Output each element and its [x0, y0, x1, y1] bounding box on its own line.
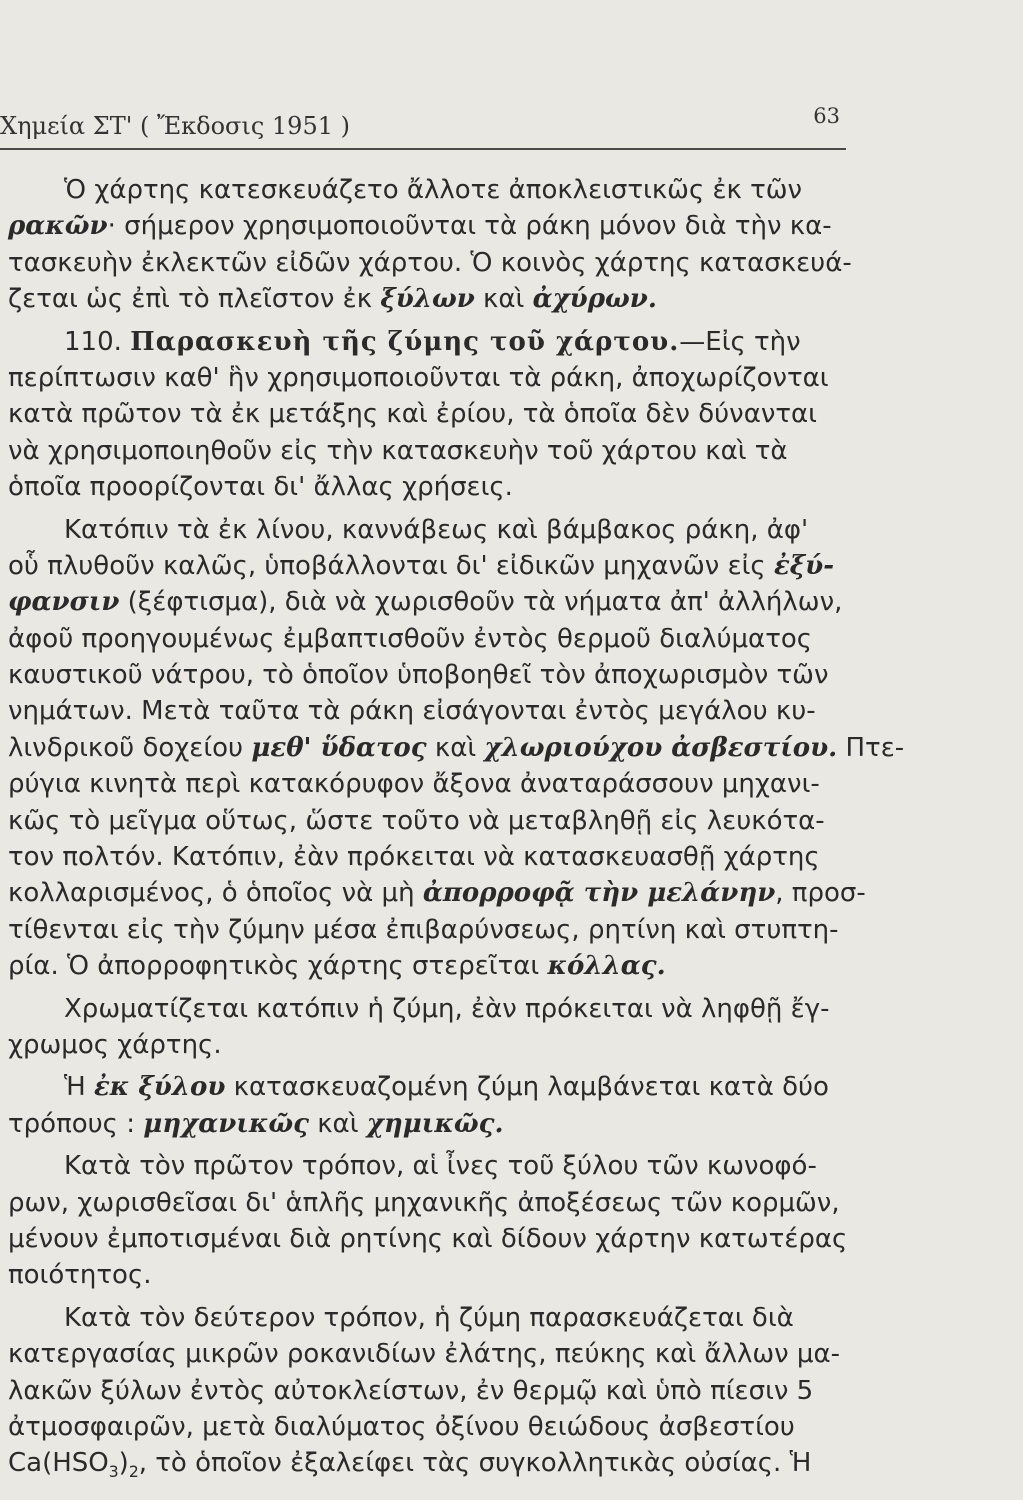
paragraph-rags	[8, 512, 905, 985]
text-line: νημάτων. Μετὰ ταῦτα τὰ ράκη εἰσάγονται ἐντὸς μεγάλου κυ-	[8, 696, 816, 727]
text-line	[8, 584, 876, 620]
text-line: ὁποῖα προορίζονται δι' ἄλλας χρήσεις.	[8, 472, 513, 503]
text-run: καὶ	[317, 1108, 359, 1139]
emphasis: ἀχύρων.	[532, 284, 657, 315]
emphasis: φανσιν	[8, 587, 120, 618]
text-line: τίθενται εἰς τὴν ζύμην μέσα ἐπιβαρύνσεως, ρητίνη καὶ στυπτη-	[8, 914, 839, 945]
text-line: ἀφοῦ προηγουμένως ἐμβαπτισθοῦν ἐντὸς θερμοῦ διαλύματος	[8, 623, 813, 654]
section-title: Παρασκευὴ τῆς ζύμης τοῦ χάρτου.	[130, 326, 680, 357]
text-line	[8, 1106, 876, 1142]
text-line	[8, 875, 876, 911]
text-line: νὰ χρησιμοποιηθοῦν εἰς τὴν κατασκευὴν τοῦ χάρτου καὶ τὰ	[8, 435, 788, 466]
emphasis: ἀπορροφᾷ τὴν μελάνην	[422, 878, 776, 909]
paragraph-mechanical	[8, 1148, 876, 1294]
text-line	[8, 1445, 876, 1481]
emphasis: ξύλων	[380, 284, 475, 315]
emphasis: ἐξύ-	[773, 550, 834, 581]
text-line: καυστικοῦ νάτρου, τὸ ὁποῖον ὑποβοηθεῖ τὸν ἀποχωρισμὸν τῶν	[8, 660, 829, 691]
paragraph-chemical	[8, 1300, 876, 1482]
text-line	[8, 281, 876, 317]
formula-subscript: 3	[108, 1463, 119, 1482]
text-run: καὶ	[483, 284, 525, 315]
text-line: Κατὰ τὸν δεύτερον τρόπον, ἡ ζύμη παρασκευάζεται διὰ	[64, 1302, 794, 1333]
text-run: τρόπους :	[8, 1108, 135, 1139]
text-line: κῶς τὸ μεῖγμα οὕτως, ὥστε τοῦτο νὰ μεταβληθῇ εἰς λευκότα-	[8, 805, 825, 836]
text-line: χρωμος χάρτης.	[8, 1029, 222, 1060]
text-line	[8, 208, 876, 244]
emphasis: χλωριούχου ἀσβεστίου.	[484, 732, 838, 763]
emphasis: ἐκ ξύλου	[94, 1072, 226, 1103]
text-line: τον πολτόν. Κατόπιν, ἐὰν πρόκειται νὰ κατασκευασθῇ χάρτης	[8, 842, 820, 873]
paragraph-wood-pulp	[8, 1069, 876, 1142]
formula-subscript: 2	[128, 1463, 139, 1482]
text-line: ποιότητος.	[8, 1260, 152, 1291]
paragraph-intro	[8, 172, 876, 318]
text-run: λινδρικοῦ δοχείου	[8, 732, 244, 763]
text-line: ρύγια κινητὰ περὶ κατακόρυφον ἄξονα ἀναταράσσουν μηχανι-	[8, 769, 820, 800]
text-line	[8, 730, 905, 766]
emphasis: κόλλας.	[547, 951, 666, 982]
text-line: μένουν ἐμποτισμέναι διὰ ρητίνης καὶ δίδουν χάρτην κατωτέρας	[8, 1223, 848, 1254]
body-text	[8, 172, 905, 1482]
section-number: 110.	[64, 326, 122, 357]
text-line: ρων, χωρισθεῖσαι δι' ἁπλῆς μηχανικῆς ἀποξέσεως τῶν κορμῶν,	[8, 1187, 840, 1218]
text-run: ζεται ὡς ἐπὶ τὸ πλεῖστον ἐκ	[8, 284, 373, 315]
chemical-formula	[8, 1448, 139, 1482]
text-line: κατεργασίας μικρῶν ροκανιδίων ἐλάτης, πεύκης καὶ ἄλλων μα-	[8, 1339, 840, 1370]
text-run: , τὸ ὁποῖον ἐξαλείφει τὰς συγκολλητικὰς οὐσίας. Ἡ	[138, 1448, 812, 1479]
text-line	[8, 948, 876, 984]
text-line: τασκευὴν ἐκλεκτῶν εἰδῶν χάρτου. Ὁ κοινὸς χάρτης κατασκευά-	[8, 247, 852, 278]
text-line: Χρωματίζεται κατόπιν ἡ ζύμη, ἐὰν πρόκειται νὰ ληφθῇ ἔγ-	[64, 993, 830, 1024]
text-run: καὶ	[434, 732, 477, 763]
text-line: Ὁ χάρτης κατεσκευάζετο ἄλλοτε ἀποκλειστικῶς ἐκ τῶν	[64, 175, 803, 205]
page-number: 63	[813, 104, 840, 128]
text-line: Κατὰ τὸν πρῶτον τρόπον, αἱ ἶνες τοῦ ξύλου τῶν κωνοφό-	[64, 1151, 817, 1182]
text-line: Κατόπιν τὰ ἐκ λίνου, καννάβεως καὶ βάμβακος ράκη, ἀφ'	[64, 514, 809, 545]
text-line: λακῶν ξύλων ἐντὸς αὐτοκλείστων, ἐν θερμῷ καὶ ὑπὸ πίεσιν 5	[8, 1375, 814, 1406]
running-header	[0, 104, 846, 150]
text-run: κολλαρισμένος, ὁ ὁποῖος νὰ μὴ	[8, 878, 415, 909]
text-line: περίπτωσιν καθ' ἣν χρησιμοποιοῦνται τὰ ράκη, ἀποχωρίζονται	[8, 362, 829, 393]
text-run: κατασκευαζομένη ζύμη λαμβάνεται κατὰ δύο	[233, 1072, 829, 1103]
formula-part: Ca(HSO	[8, 1448, 109, 1479]
paragraph-coloring	[8, 991, 876, 1064]
text-run: οὗ πλυθοῦν καλῶς, ὑποβάλλονται δι' εἰδικῶν μηχανῶν εἰς	[8, 550, 766, 581]
text-run: · σήμερον χρησιμοποιοῦνται τὰ ράκη μόνον διὰ τὴν κα-	[107, 211, 832, 242]
formula-part: )	[118, 1448, 129, 1479]
text-run: , προσ-	[775, 878, 866, 909]
emphasis: μηχανικῶς	[143, 1108, 309, 1139]
text-line: ἀτμοσφαιρῶν, μετὰ διαλύματος ὀξίνου θειώδους ἀσβεστίου	[8, 1411, 795, 1442]
section-heading-line	[8, 324, 876, 360]
text-line	[8, 1069, 876, 1105]
text-run: ρία. Ὁ ἀπορροφητικὸς χάρτης στερεῖται	[8, 951, 540, 982]
emphasis: χημικῶς.	[366, 1108, 504, 1139]
text-run: Ἡ	[64, 1072, 86, 1103]
text-run: (ξέφτισμα), διὰ νὰ χωρισθοῦν τὰ νήματα ἀπ' ἀλλήλων,	[127, 587, 843, 618]
text-run: Πτε-	[845, 732, 905, 763]
section-110	[8, 324, 876, 506]
text-line: κατὰ πρῶτον τὰ ἐκ μετάξης καὶ ἐρίου, τὰ ὁποῖα δὲν δύνανται	[8, 399, 817, 430]
text-line	[8, 548, 876, 584]
emphasis: ρακῶν	[8, 211, 108, 242]
text-run: —Εἰς τὴν	[679, 326, 801, 357]
emphasis: μεθ' ὕδατος	[251, 732, 427, 763]
header-title: Χημεία ΣΤ' ( Ἔκδοσις 1951 )	[0, 112, 350, 140]
